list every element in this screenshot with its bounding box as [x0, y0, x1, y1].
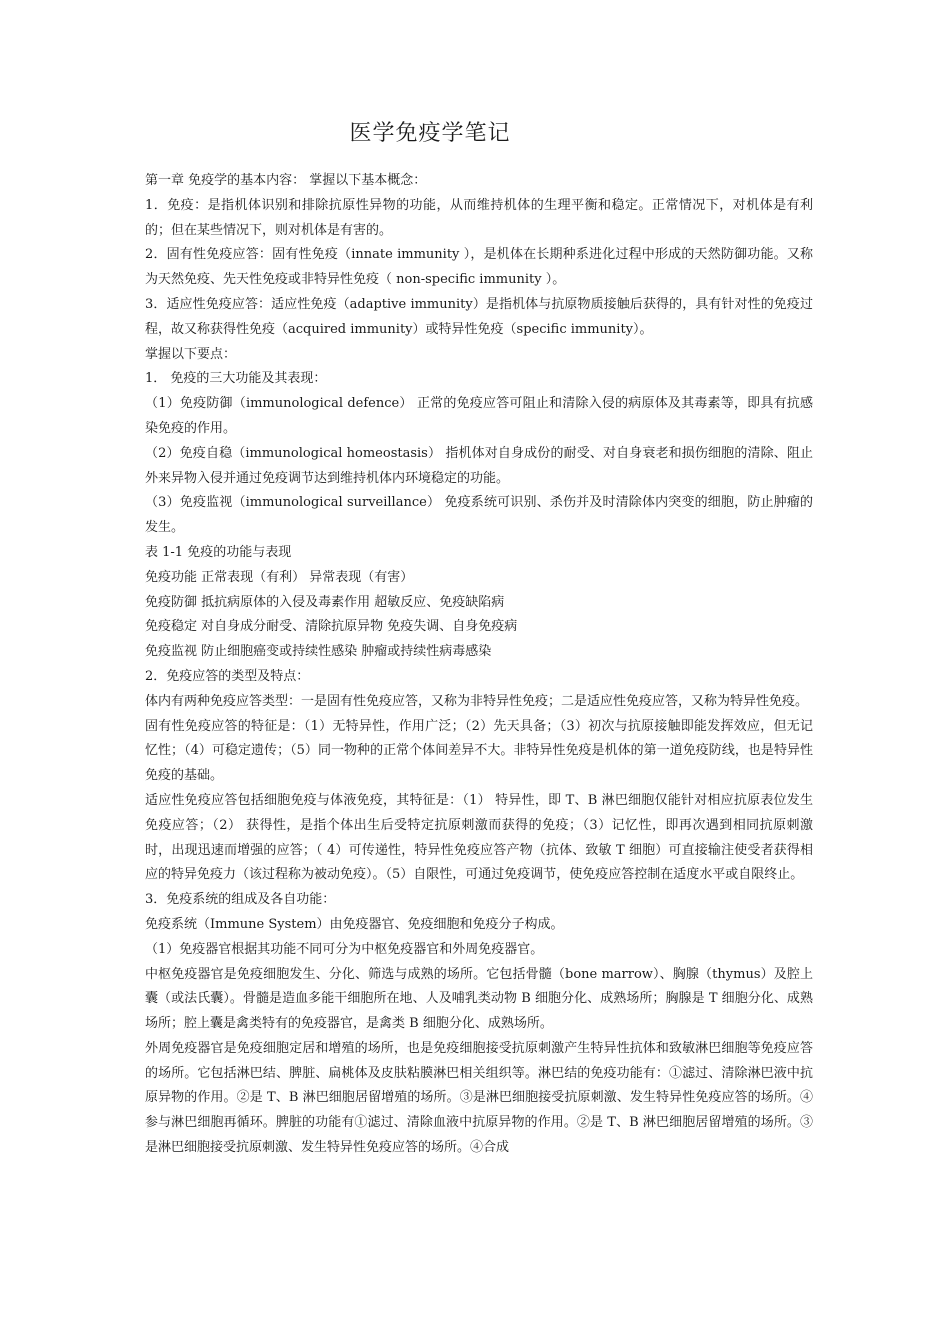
immune-system-composition: 免疫系统（Immune System）由免疫器官、免疫细胞和免疫分子构成。 [145, 916, 564, 932]
adaptive-response-features: 适应性免疫应答包括细胞免疫与体液免疫，其特征是：（1） 特异性，即 T、B 淋巴细胞仅能针对相应抗原表位发生免疫应答；（2） 获得性，是指个体出生后受特定抗原刺激而获得的免疫；（3）记忆性，即再次遇到相同抗原刺激时，出现迅速而增强的应答；（ 4）可传递性，特异性免疫应答产物（抗体、致敏 T 细胞）可直接输注使受者获得相应的特异免疫力（该过程称为被动免疫）。（5）自限性，可通过免疫调节，使免疫应答控制在适度水平或自限终止。 [145, 792, 813, 883]
key-points-heading: 掌握以下要点： [145, 346, 237, 362]
definition-innate-immunity: 2．固有性免疫应答：固有性免疫（innate immunity ），是机体在长期种系进化过程中形成的天然防御功能。又称为天然免疫、先天性免疫或非特异性免疫（ non-specific immunity ）。 [145, 247, 813, 288]
document-body [145, 169, 813, 1161]
peripheral-immune-organs: 外周免疫器官是免疫细胞定居和增殖的场所，也是免疫细胞接受抗原刺激产生特异性抗体和致敏淋巴细胞等免疫应答的场所。它包括淋巴结、脾脏、扁桃体及皮肤粘膜淋巴相关组织等。淋巴结的免疫功能有：①滤过、清除淋巴液中抗原异物的作用。②是 T、B 淋巴细胞居留增殖的场所。③是淋巴细胞接受抗原刺激、发生特异性免疫应答的场所。④参与淋巴细胞再循环。脾脏的功能有①滤过、清除血液中抗原异物的作用。②是 T、B 淋巴细胞居留增殖的场所。③是淋巴细胞接受抗原刺激、发生特异性免疫应答的场所。④合成 [145, 1040, 813, 1156]
table-row-defence: 免疫防御 抵抗病原体的入侵及毒素作用 超敏反应、免疫缺陷病 [145, 594, 505, 610]
document-title: 医学免疫学笔记 [349, 121, 511, 146]
section-immune-system: 3．免疫系统的组成及各自功能： [145, 892, 336, 908]
table-row-header: 免疫功能 正常表现（有利） 异常表现（有害） [145, 569, 414, 585]
section-response-types: 2．免疫应答的类型及特点： [145, 668, 310, 684]
table-row-stability: 免疫稳定 对自身成分耐受、清除抗原异物 免疫失调、自身免疫病 [145, 619, 518, 635]
section-three-functions: 1． 免疫的三大功能及其表现： [145, 371, 327, 387]
function-surveillance: （3）免疫监视（immunological surveillance） 免疫系统可识别、杀伤并及时清除体内突变的细胞，防止肿瘤的发生。 [145, 495, 813, 536]
chapter-heading: 第一章 免疫学的基本内容： 掌握以下基本概念： [145, 173, 427, 188]
function-defence: （1）免疫防御（immunological defence） 正常的免疫应答可阻止和清除入侵的病原体及其毒素等，即具有抗感染免疫的作用。 [145, 396, 813, 436]
definition-immunity: 1．免疫：是指机体识别和排除抗原性异物的功能，从而维持机体的生理平衡和稳定。正常情况下，对机体是有利的；但在某些情况下，则对机体是有害的。 [145, 197, 813, 238]
response-types-intro: 体内有两种免疫应答类型：一是固有性免疫应答，又称为非特异性免疫；二是适应性免疫应答，又称为特异性免疫。 [145, 693, 809, 709]
definition-adaptive-immunity: 3．适应性免疫应答：适应性免疫（adaptive immunity）是指机体与抗原物质接触后获得的，具有针对性的免疫过程，故又称获得性免疫（acquired immunity）或特异性免疫（specific immunity）。 [145, 296, 813, 337]
table-caption: 表 1-1 免疫的功能与表现 [145, 544, 292, 560]
table-row-surveillance: 免疫监视 防止细胞癌变或持续性感染 肿瘤或持续性病毒感染 [145, 644, 492, 660]
central-immune-organs: 中枢免疫器官是免疫细胞发生、分化、筛选与成熟的场所。它包括骨髓（bone marrow）、胸腺（thymus）及腔上囊（或法氏囊）。骨髓是造血多能干细胞所在地、人及哺乳类动物 B 细胞分化、成熟场所；胸腺是 T 细胞分化、成熟场所；腔上囊是禽类特有的免疫器官，是禽类 B 细胞分化、成熟场所。 [145, 966, 813, 1032]
function-homeostasis: （2）免疫自稳（immunological homeostasis） 指机体对自身成份的耐受、对自身衰老和损伤细胞的清除、阻止外来异物入侵并通过免疫调节达到维持机体内环境稳定的功能。 [145, 445, 813, 486]
innate-response-features: 固有性免疫应答的特征是：（1）无特异性，作用广泛；（2）先天具备；（3）初次与抗原接触即能发挥效应，但无记忆性；（4）可稳定遗传；（5）同一物种的正常个体间差异不大。非特异性免疫是机体的第一道免疫防线，也是特异性免疫的基础。 [145, 718, 813, 784]
immune-organs-intro: （1）免疫器官根据其功能不同可分为中枢免疫器官和外周免疫器官。 [145, 941, 544, 957]
